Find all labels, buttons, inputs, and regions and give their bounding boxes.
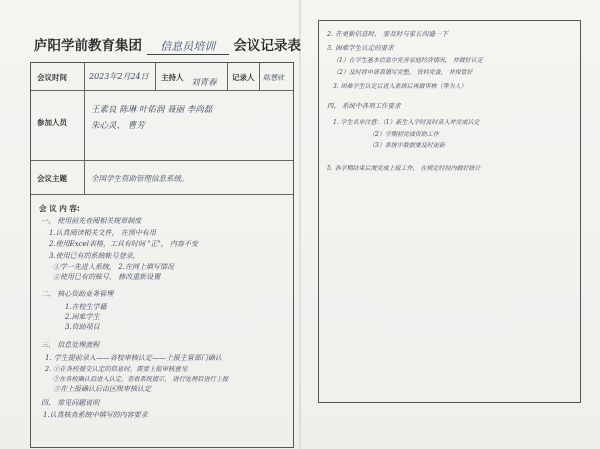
content-line: ①学一先进人系统， 2.在网上填写情况 (53, 263, 174, 271)
content-line: 四、 常见问题说明 (41, 399, 100, 407)
content-line: 三、 信息处理流程 (41, 341, 100, 349)
title-topic: 信息员培训 (147, 38, 229, 55)
content-line: 二、 核心资助业务管理 (41, 290, 114, 298)
title-org: 庐阳学前教育集团 (34, 38, 142, 54)
right-line: 3. 困难学生认定的要求 (327, 44, 394, 52)
title-suffix: 会议记录表 (233, 38, 301, 54)
right-line: （1）在学生基本信息中完善家庭经济情况， 并做好认定 (333, 57, 483, 64)
content-line: ②使用已有的账号， 修改重新设置 (53, 273, 161, 281)
meeting-time-value: 2023年2月24日 (89, 72, 149, 81)
attendees-label: 参加人员 (37, 118, 67, 127)
host-label: 主持人 (161, 73, 184, 82)
right-line: 3. 困难学生认定后进入系统后再做审核（等为人） (333, 83, 467, 90)
content-line: 1. 学生提前录入——各校审核认定——上报主管部门确认 (45, 354, 222, 362)
right-line: 1. 学生名单注意：（1）新生入学时及时录入并完成认定 (333, 119, 480, 126)
right-line: （2）学期初完成资助工作 (369, 131, 439, 138)
row-meeting-info (31, 63, 293, 91)
content-line: 一、 使用前先查阅相关规章制度 (41, 217, 142, 225)
page-fold (299, 0, 301, 449)
content-line: 1.认真核查系统中填写的内容要求 (43, 411, 148, 419)
content-line: 3.使用已有的系统帐号登录， (49, 252, 140, 260)
row-attendees (31, 91, 293, 161)
continuation-page (318, 20, 581, 403)
content-line: 1.在校生学籍 (65, 303, 107, 311)
recorder-value: 陈慧欣 (263, 74, 284, 82)
page-title (34, 34, 301, 54)
right-line: 2. 在更新信息时， 要及时与家长沟通一下 (327, 30, 448, 38)
content-line: 1.认真阅读相关文件， 在预中有用 (49, 229, 156, 237)
attendees-line-2: 朱心灵、 曹芳 (91, 121, 145, 131)
content-label: 会 议 内 容: (39, 204, 80, 213)
content-line: 2.困难学生 (65, 313, 100, 321)
meeting-record-table (30, 62, 294, 448)
right-line: （3）系统中数据要及时更新 (369, 142, 445, 149)
right-line: （2）及时将申请表填写完整， 资料完备， 并保管好 (333, 69, 473, 76)
content-line: ②在各校确认后进入认定，查看系统提示， 进行处理后进行上报 (53, 376, 229, 383)
host-value: 刘青春 (191, 78, 217, 88)
theme-label: 会议主题 (37, 174, 67, 183)
content-line: ③在上报确认后由区级审核认定 (53, 385, 151, 393)
meeting-content (31, 195, 293, 447)
right-line: 四、 系统中各项工作要求 (327, 102, 401, 110)
content-line: 3.资助项目 (65, 323, 100, 331)
attendees-line-1: 王素良 陈琳 叶佑润 聂丽 李尚磊 (91, 105, 213, 115)
content-line: 2.使用Excel表格，工具有时间 "正"， 内容不变 (49, 240, 198, 248)
theme-value: 全国学生资助管理信息系统。 (91, 174, 189, 183)
meeting-time-label: 会议时间 (37, 73, 67, 82)
recorder-label: 记录人 (232, 73, 255, 82)
content-line: 2. ①在各校提交认定的信息时，需要上报审核意见 (45, 365, 188, 373)
row-theme (31, 161, 293, 195)
right-line: 5. 各学期结束后需完成上报工作， 在规定时间内做好统计 (327, 165, 481, 172)
